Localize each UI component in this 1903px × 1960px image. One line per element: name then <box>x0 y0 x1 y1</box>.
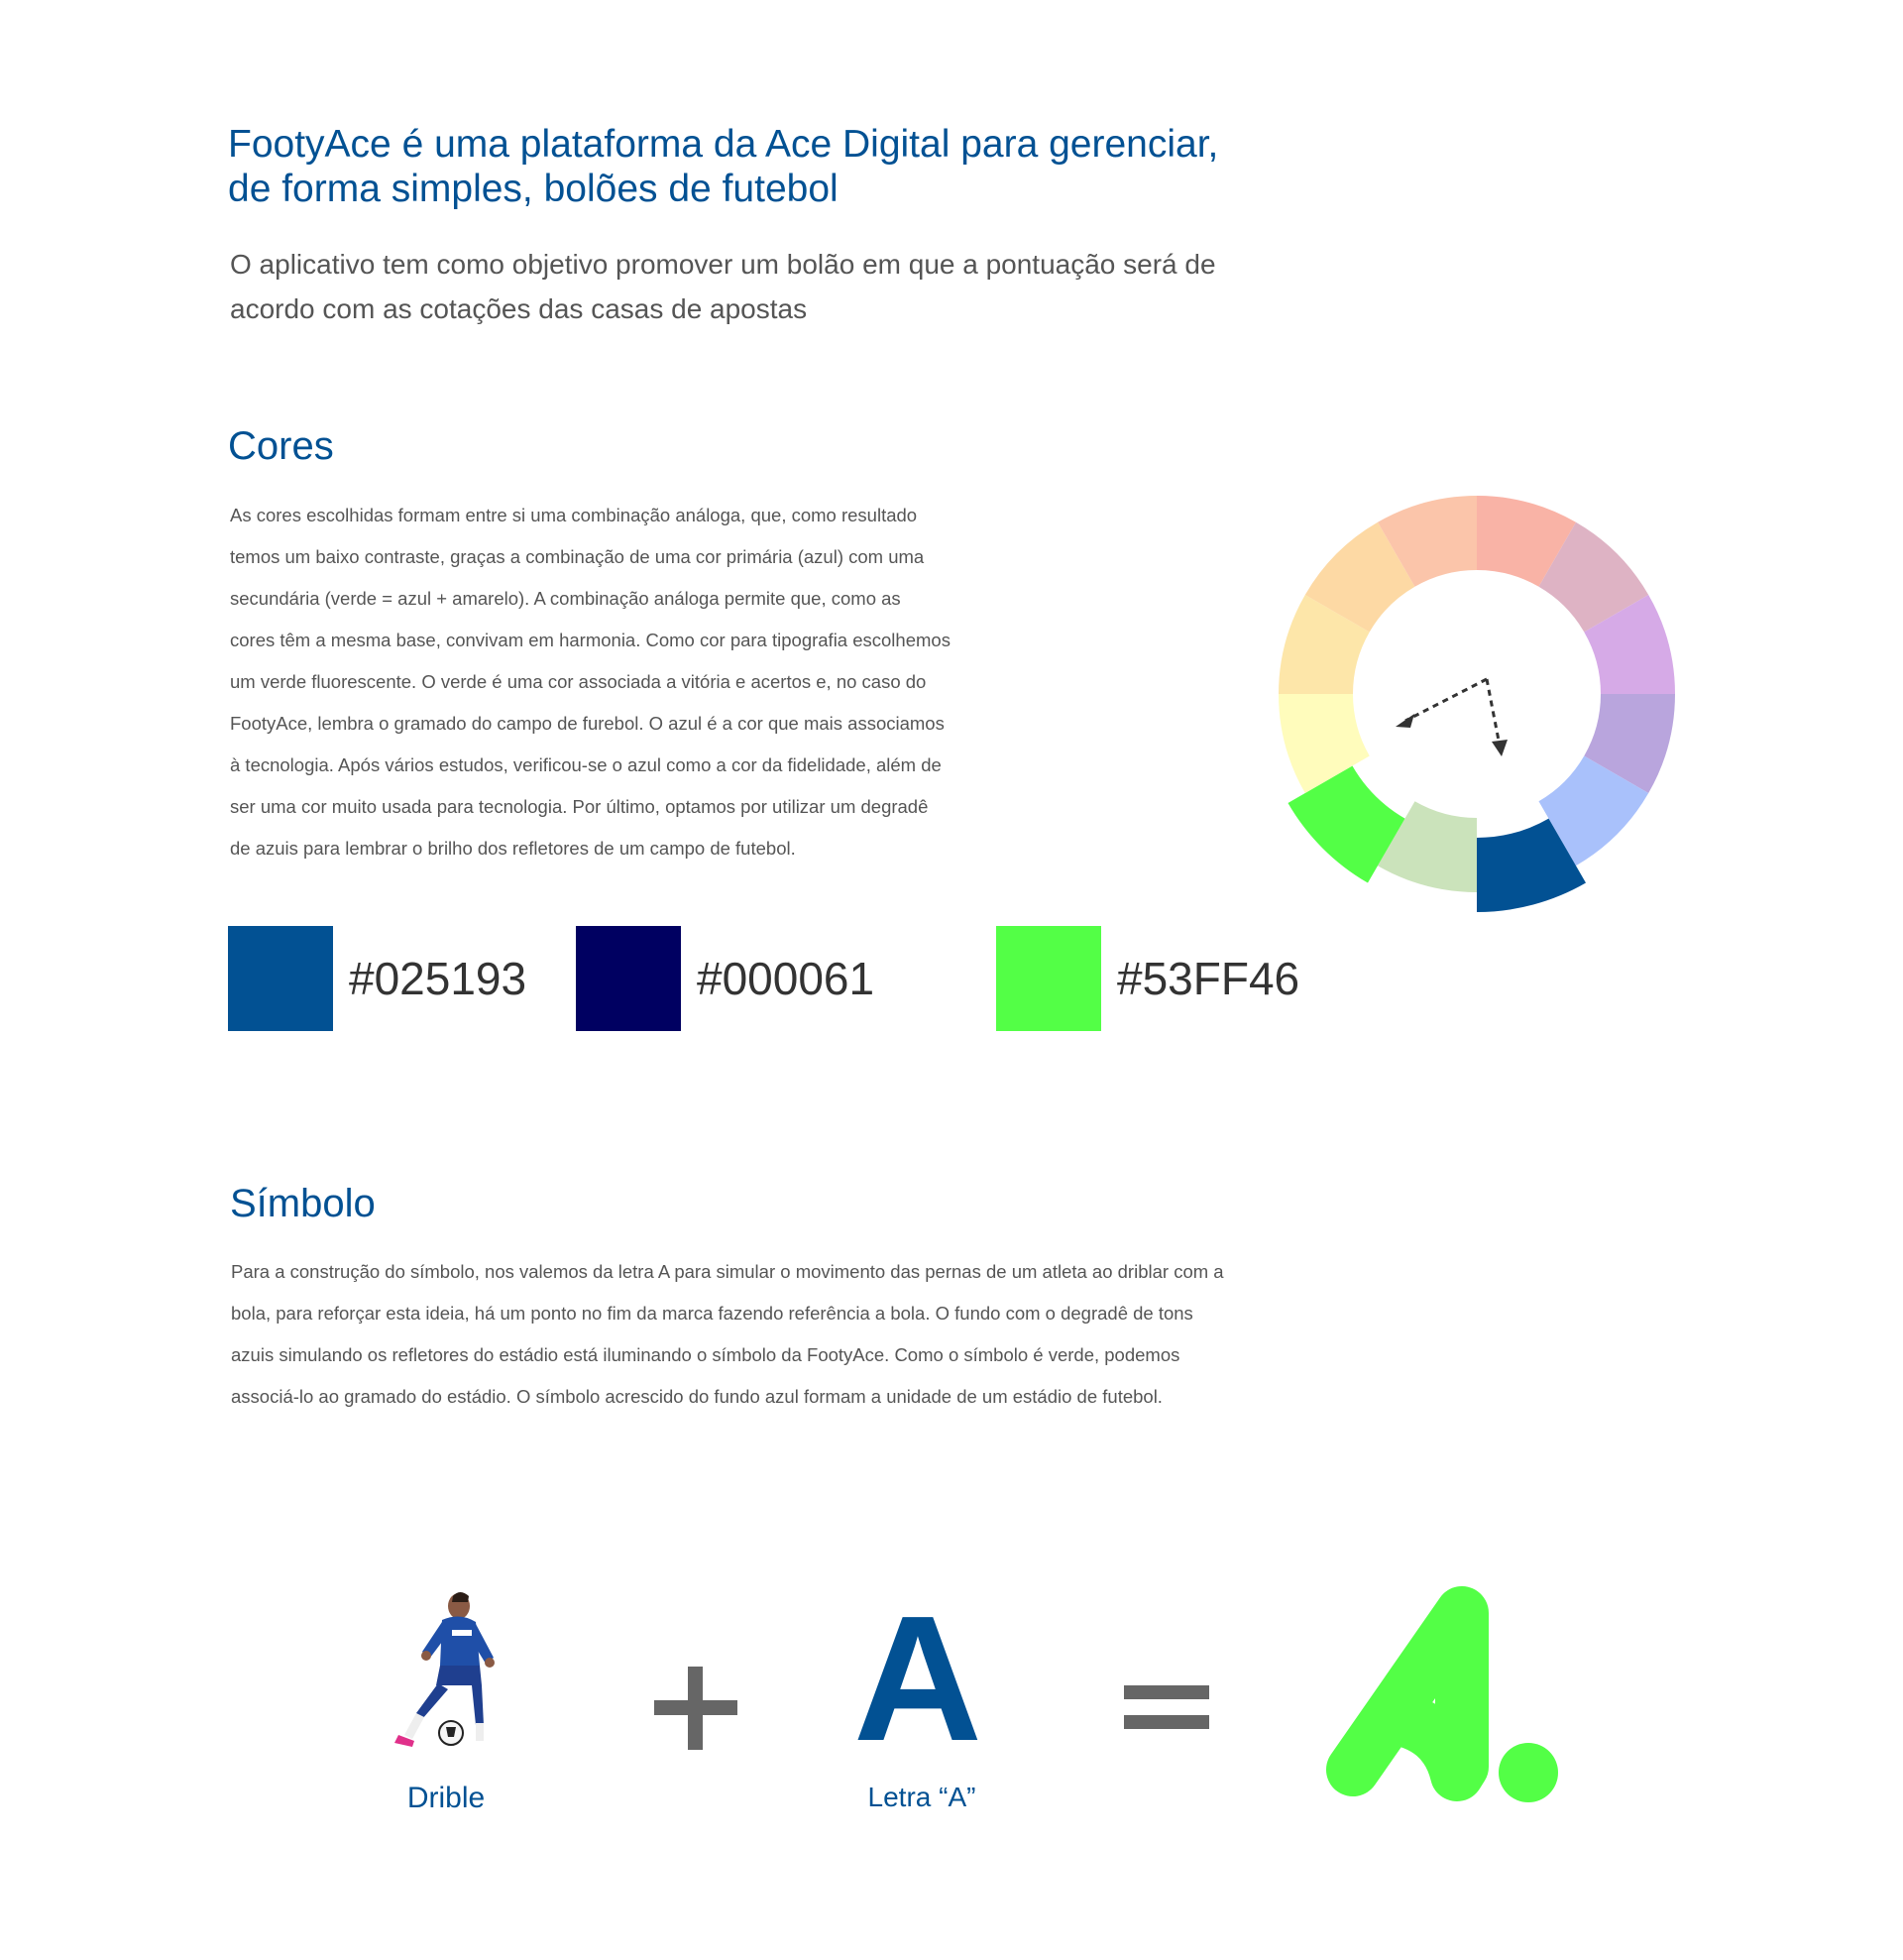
cores-description <box>230 495 1013 869</box>
cores-title: Cores <box>228 424 334 468</box>
cores-line: um verde fluorescente. O verde é uma cor associada a vitória e acertos e, no caso do <box>230 671 927 692</box>
caption-letra-a: Letra “A” <box>867 1782 976 1812</box>
simbolo-line: azuis simulando os refletores do estádio está iluminando o símbolo da FootyAce. Como o símbolo é verde, podemos <box>231 1344 1180 1365</box>
intro-subtitle-line-1: O aplicativo tem como objetivo promover um bolão em que a pontuação será de <box>230 249 1216 280</box>
intro-subtitle-line-2: acordo com as cotações das casas de apostas <box>230 293 808 324</box>
cores-line: temos um baixo contraste, graças a combinação de uma cor primária (azul) com uma <box>230 546 925 567</box>
footyace-logo-icon <box>1318 1586 1576 1814</box>
swatch-primary-blue-hex: #025193 <box>349 953 527 1004</box>
cores-line: As cores escolhidas formam entre si uma combinação análoga, que, como resultado <box>230 505 918 525</box>
footballer-illustration <box>377 1586 515 1755</box>
equals-icon-lower <box>1124 1715 1209 1729</box>
intro-title-line-2: de forma simples, bolões de futebol <box>228 168 839 210</box>
caption-drible: Drible <box>406 1782 486 1814</box>
cores-line: ser uma cor muito usada para tecnologia. Por último, optamos por utilizar um degradê <box>230 796 929 817</box>
cores-line: secundária (verde = azul + amarelo). A combinação análoga permite que, como as <box>230 588 901 609</box>
simbolo-line: associá-lo ao gramado do estádio. O símbolo acrescido do fundo azul formam a unidade de um estádio de futebol. <box>231 1386 1163 1407</box>
plus-icon-vertical <box>688 1667 703 1750</box>
letter-a: A <box>853 1579 982 1779</box>
color-wheel <box>1249 466 1705 922</box>
swatch-green <box>996 926 1101 1031</box>
simbolo-description <box>231 1251 1361 1418</box>
simbolo-line: Para a construção do símbolo, nos valemos da letra A para simular o movimento das pernas de um atleta ao driblar com a <box>231 1261 1224 1282</box>
cores-line: à tecnologia. Após vários estudos, verificou-se o azul como a cor da fidelidade, além de <box>230 754 942 775</box>
cores-line: FootyAce, lembra o gramado do campo de furebol. O azul é a cor que mais associamos <box>230 713 945 734</box>
cores-line: de azuis para lembrar o brilho dos refletores de um campo de futebol. <box>230 838 796 859</box>
cores-line: cores têm a mesma base, convivam em harmonia. Como cor para tipografia escolhemos <box>230 630 951 650</box>
intro-subtitle <box>230 242 1281 331</box>
simbolo-title: Símbolo <box>230 1182 376 1225</box>
swatch-green-hex: #53FF46 <box>1117 953 1300 1004</box>
swatch-navy <box>576 926 681 1031</box>
arrowheads-icon <box>1396 714 1508 756</box>
intro-title <box>228 122 1318 211</box>
simbolo-line: bola, para reforçar esta ideia, há um ponto no fim da marca fazendo referência a bola. O fundo com o degradê de tons <box>231 1303 1193 1324</box>
swatch-primary-blue <box>228 926 333 1031</box>
intro-title-line-1: FootyAce é uma plataforma da Ace Digital para gerenciar, <box>228 123 1219 166</box>
equals-icon <box>1124 1685 1209 1699</box>
swatch-navy-hex: #000061 <box>697 953 875 1004</box>
dashed-arrows-icon <box>1405 679 1500 746</box>
